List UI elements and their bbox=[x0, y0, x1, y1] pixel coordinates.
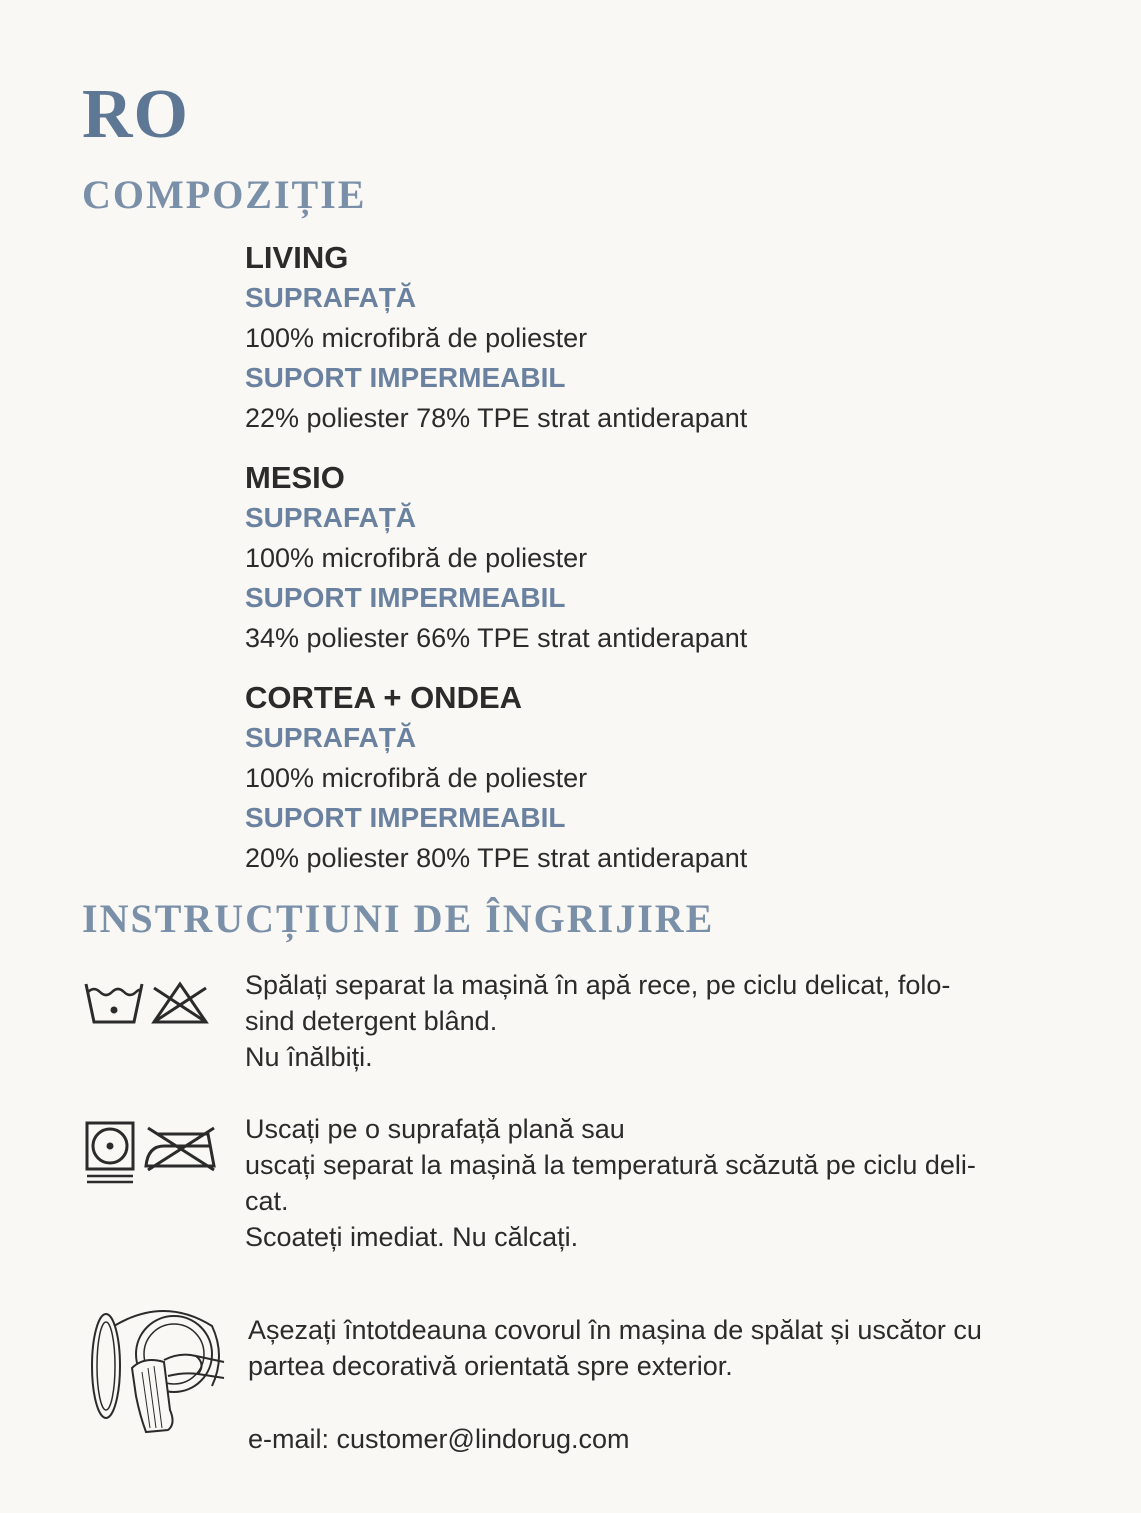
contact-email: e-mail: customer@lindorug.com bbox=[248, 1424, 630, 1454]
product-living bbox=[245, 238, 1045, 438]
wash-line: sind detergent blând. bbox=[245, 1006, 498, 1036]
surface-text: 100% microfibră de poliester bbox=[245, 323, 588, 353]
backing-label: SUPORT IMPERMEABIL bbox=[245, 802, 566, 833]
care-title: INSTRUCȚIUNI DE ÎNGRIJIRE bbox=[82, 896, 715, 941]
wash-line: Spălați separat la mașină în apă rece, pe ciclu delicat, folo- bbox=[245, 970, 951, 1000]
backing-text: 22% poliester 78% TPE strat antiderapant bbox=[245, 403, 748, 433]
backing-label: SUPORT IMPERMEABIL bbox=[245, 362, 566, 393]
language-code: RO bbox=[82, 76, 189, 153]
dry-line: cat. bbox=[245, 1186, 289, 1216]
product-name: LIVING bbox=[245, 240, 349, 275]
surface-label: SUPRAFAȚĂ bbox=[245, 722, 417, 753]
tumble-dry-low-icon bbox=[84, 1120, 136, 1188]
backing-text: 20% poliester 80% TPE strat antiderapant bbox=[245, 843, 748, 873]
dry-instructions bbox=[245, 1111, 1065, 1255]
backing-text: 34% poliester 66% TPE strat antiderapant bbox=[245, 623, 748, 653]
composition-title: COMPOZIȚIE bbox=[82, 172, 367, 217]
product-cortea-ondea bbox=[245, 678, 1045, 878]
load-line: Așezați întotdeauna covorul în mașina de spălat și uscător cu bbox=[248, 1315, 982, 1345]
surface-label: SUPRAFAȚĂ bbox=[245, 282, 417, 313]
composition-list bbox=[245, 238, 1045, 878]
surface-text: 100% microfibră de poliester bbox=[245, 763, 588, 793]
dry-line: uscați separat la mașină la temperatură scăzută pe ciclu deli- bbox=[245, 1150, 976, 1180]
load-instructions bbox=[248, 1312, 1068, 1384]
surface-text: 100% microfibră de poliester bbox=[245, 543, 588, 573]
washing-machine-load-icon bbox=[84, 1306, 226, 1438]
dry-line: Scoateți imediat. Nu călcați. bbox=[245, 1222, 579, 1252]
backing-label: SUPORT IMPERMEABIL bbox=[245, 582, 566, 613]
product-name: CORTEA + ONDEA bbox=[245, 680, 523, 715]
product-mesio bbox=[245, 458, 1045, 658]
dry-line: Uscați pe o suprafață plană sau bbox=[245, 1114, 625, 1144]
no-bleach-icon bbox=[150, 980, 210, 1026]
wash-instructions bbox=[245, 967, 1065, 1075]
product-name: MESIO bbox=[245, 460, 345, 495]
load-line: partea decorativă orientată spre exterior. bbox=[248, 1351, 733, 1381]
surface-label: SUPRAFAȚĂ bbox=[245, 502, 417, 533]
wash-cold-icon bbox=[84, 980, 146, 1026]
wash-line: Nu înălbiți. bbox=[245, 1042, 373, 1072]
no-iron-icon bbox=[142, 1124, 218, 1174]
